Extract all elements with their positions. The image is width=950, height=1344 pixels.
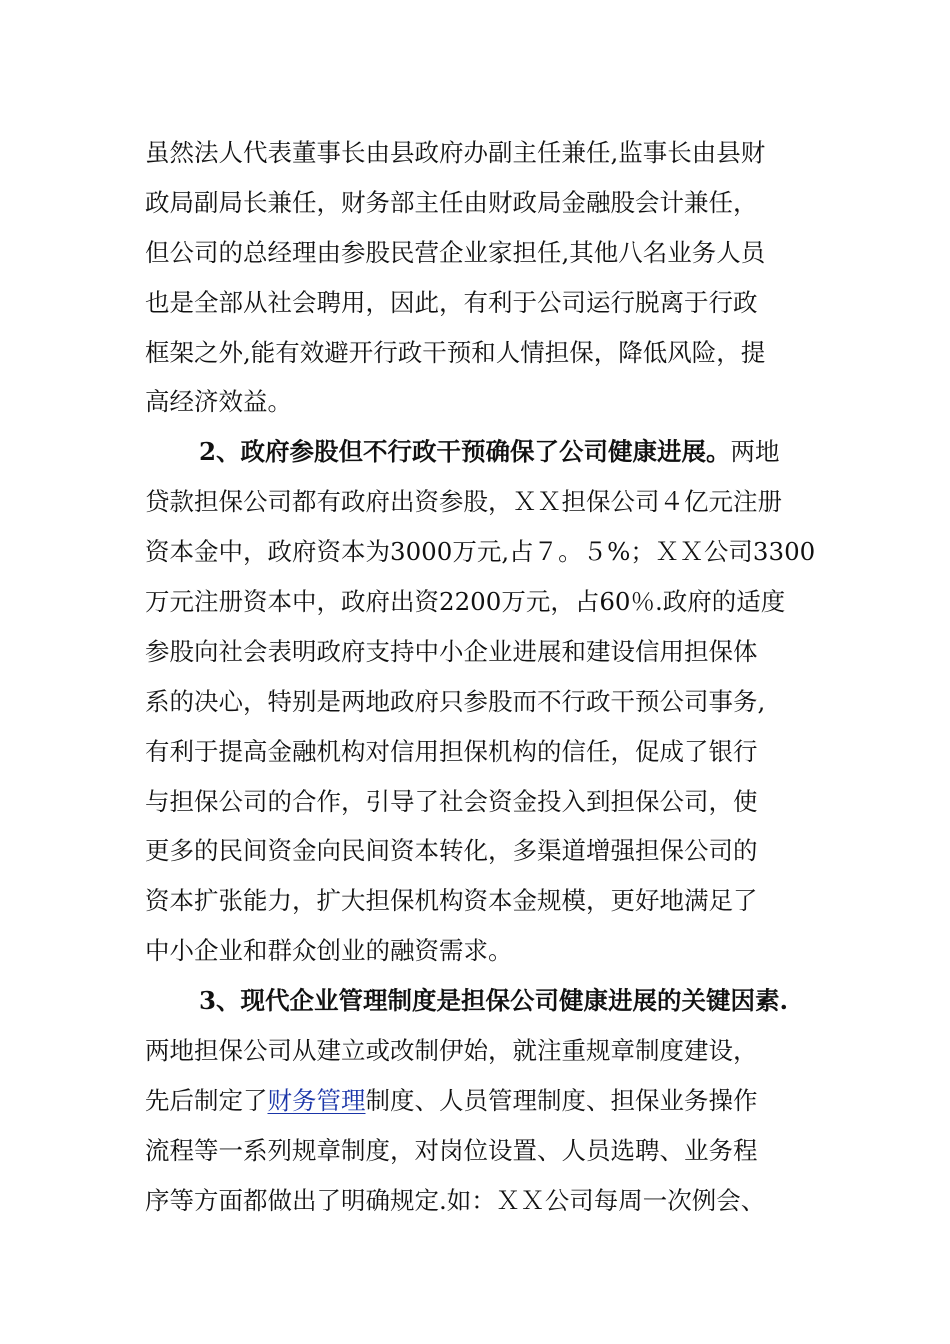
paragraph3-heading: 3、现代企业管理制度是担保公司健康进展的关键因素. <box>199 986 789 1016</box>
paragraph2-line-2: 贷款担保公司都有政府出资参股，ＸＸ担保公司４亿元注册 <box>145 487 782 517</box>
paragraph2-line-3: 资本金中，政府资本为3000万元,占７。５%；ＸＸ公司3300 <box>145 537 816 567</box>
paragraph2-line-4: 万元注册资本中，政府出资2200万元，占60％.政府的适度 <box>145 587 786 617</box>
paragraph2-line-7: 有利于提高金融机构对信用担保机构的信任，促成了银行 <box>145 736 758 766</box>
paragraph3-line-5: 序等方面都做出了明确规定.如：ＸＸ公司每周一次例会、 <box>145 1185 766 1215</box>
paragraph2-heading: 2、政府参股但不行政干预确保了公司健康进展。 <box>199 437 731 467</box>
paragraph1-line-6: 高经济效益。 <box>145 387 292 417</box>
paragraph1-line-2: 政局副局长兼任，财务部主任由财政局金融股会计兼任， <box>145 187 758 217</box>
paragraph3-line-4: 流程等一系列规章制度，对岗位设置、人员选聘、业务程 <box>145 1135 758 1165</box>
paragraph2-line-9: 更多的民间资金向民间资本转化，多渠道增强担保公司的 <box>145 836 758 866</box>
financial-management-link[interactable]: 财务管理 <box>267 1085 366 1115</box>
paragraph3-line-3 <box>145 1076 815 1126</box>
paragraph2-line-8: 与担保公司的合作，引导了社会资金投入到担保公司，使 <box>145 786 758 816</box>
paragraph1-line-1: 虽然法人代表董事长由县政府办副主任兼任,监事长由县财 <box>145 138 766 167</box>
paragraph2-line-1 <box>145 427 815 477</box>
paragraph1-line-4: 也是全部从社会聘用，因此，有利于公司运行脱离于行政 <box>145 287 758 317</box>
paragraph2-line-5: 参股向社会表明政府支持中小企业进展和建设信用担保体 <box>145 636 758 666</box>
paragraph3-line-2: 两地担保公司从建立或改制伊始，就注重规章制度建设， <box>145 1036 758 1066</box>
paragraph2-line-10: 资本扩张能力，扩大担保机构资本金规模，更好地满足了 <box>145 886 758 916</box>
paragraph2-line-11: 中小企业和群众创业的融资需求。 <box>145 936 513 966</box>
paragraph1-line-5: 框架之外,能有效避开行政干预和人情担保，降低风险，提 <box>145 337 766 367</box>
document-body <box>145 128 815 1226</box>
paragraph1-line-3: 但公司的总经理由参股民营企业家担任,其他八名业务人员 <box>145 237 766 267</box>
paragraph3-line-3-before: 先后制定了 <box>145 1085 268 1115</box>
paragraph2-line-1-rest: 两地 <box>730 437 780 467</box>
paragraph2-line-6: 系的决心，特别是两地政府只参股而不行政干预公司事务, <box>145 686 766 716</box>
paragraph3-line-3-after: 制度、人员管理制度、担保业务操作 <box>365 1085 758 1115</box>
